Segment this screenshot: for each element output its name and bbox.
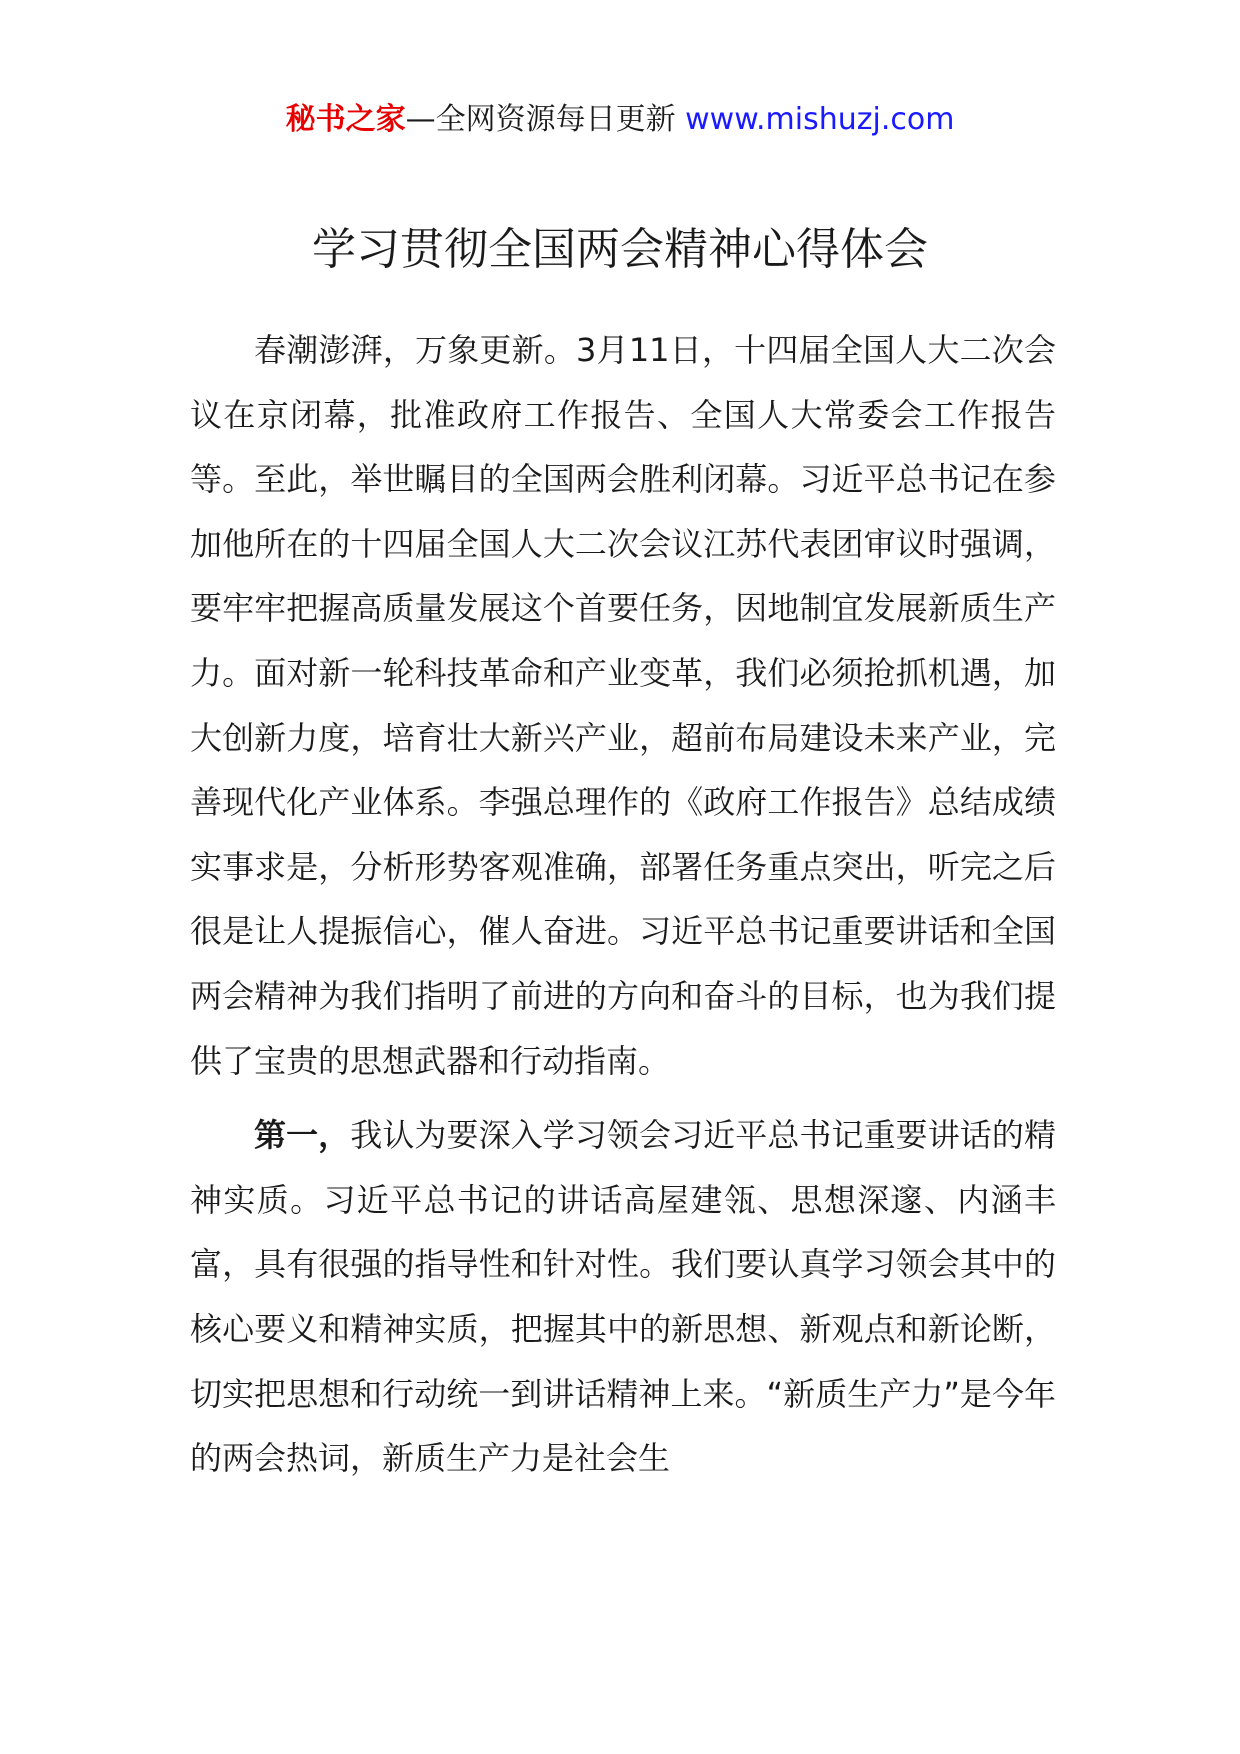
site-url-link[interactable]: www.mishuzj.com bbox=[685, 102, 955, 137]
paragraph-2-lead: 第一， bbox=[254, 1116, 351, 1155]
paragraph-1: 春潮澎湃，万象更新。3月11日，十四届全国人大二次会议在京闭幕，批准政府工作报告、全国人大常委会工作报告等。至此，举世瞩目的全国两会胜利闭幕。习近平总书记在参加他所在的十四届全国人大二次会议江苏代表团审议时强调，要牢牢把握高质量发展这个首要任务，因地制宜发展新质生产力。面对新一轮科技革命和产业变革，我们必须抢抓机遇，加大创新力度，培育壮大新兴产业，超前布局建设未来产业，完善现代化产业体系。李强总理作的《政府工作报告》总结成绩实事求是，分析形势客观准确，部署任务重点突出，听完之后很是让人提振信心，催人奋进。习近平总书记重要讲话和全国两会精神为我们指明了前进的方向和奋斗的目标，也为我们提供了宝贵的思想武器和行动指南。 bbox=[190, 331, 1056, 1080]
document-body bbox=[190, 318, 1056, 1491]
paragraph-2-text: 我认为要深入学习领会习近平总书记重要讲话的精神实质。习近平总书记的讲话高屋建瓴、思想深邃、内涵丰富，具有很强的指导性和针对性。我们要认真学习领会其中的核心要义和精神实质，把握其中的新思想、新观点和新论断，切实把思想和行动统一到讲话精神上来。“新质生产力”是今年的两会热词，新质生产力是社会生 bbox=[190, 1116, 1056, 1478]
paragraph-2 bbox=[190, 1103, 1056, 1491]
site-header bbox=[0, 100, 1240, 140]
brand-name[interactable]: 秘书之家 bbox=[285, 102, 406, 137]
header-tagline: —全网资源每日更新 bbox=[405, 102, 676, 137]
document-title: 学习贯彻全国两会精神心得体会 bbox=[312, 224, 928, 275]
